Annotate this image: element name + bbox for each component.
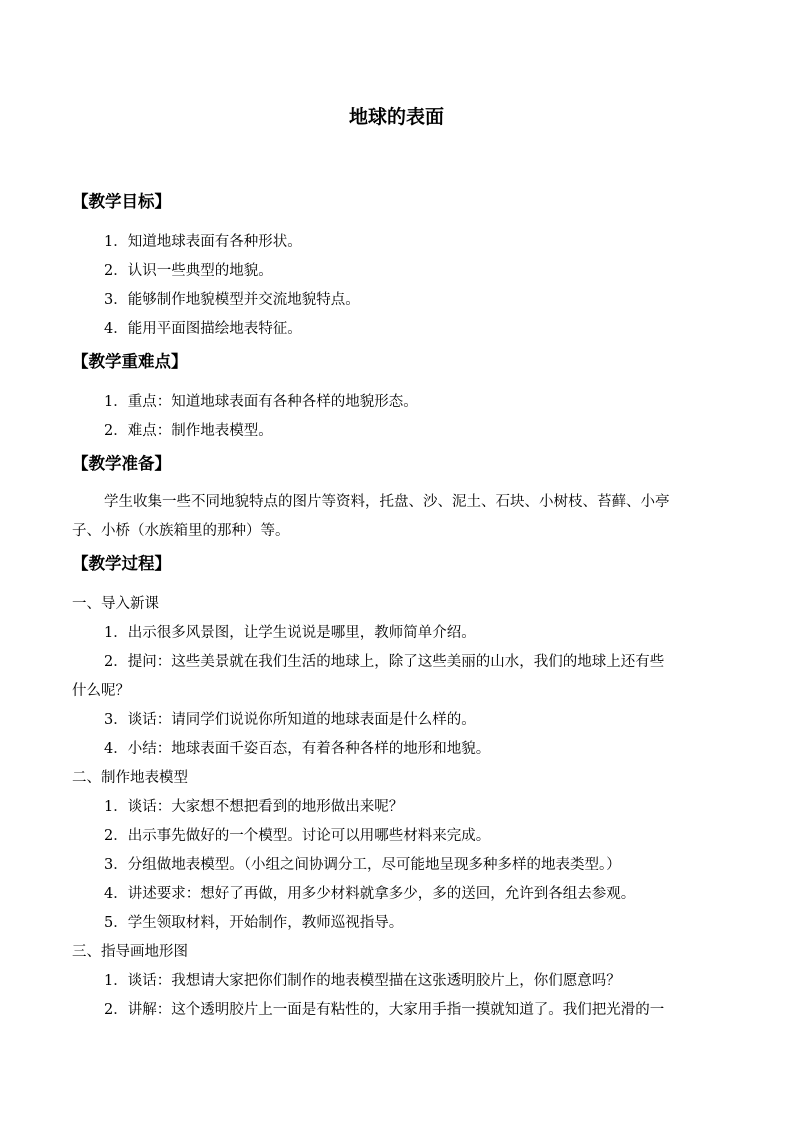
heading-preparation: 【教学准备】 [72,454,171,473]
objective-item: 4．能用平面图描绘地表特征。 [104,321,302,337]
key-point-item: 2．难点：制作地表模型。 [104,423,273,439]
objective-item: 3．能够制作地貌模型并交流地貌特点。 [104,292,360,308]
process-part-title: 三、指导画地形图 [72,944,188,960]
process-item: 1．出示很多风景图，让学生说说是哪里，教师简单介绍。 [104,625,476,641]
process-item: 2．讲解：这个透明胶片上一面是有粘性的，大家用手指一摸就知道了。我们把光滑的一 [104,1002,665,1018]
objective-item: 2．认识一些典型的地貌。 [104,263,273,279]
heading-process: 【教学过程】 [72,554,171,573]
process-part-title: 一、导入新课 [72,596,159,612]
process-part-title: 二、制作地表模型 [72,770,188,786]
process-item: 2．提问：这些美景就在我们生活的地球上，除了这些美丽的山水，我们的地球上还有些 [104,654,665,670]
process-item-continued: 什么呢？ [72,683,130,699]
page-title: 地球的表面 [348,106,444,128]
heading-objectives: 【教学目标】 [72,192,171,211]
key-point-item: 1．重点：知道地球表面有各种各样的地貌形态。 [104,394,418,410]
heading-key-points: 【教学重难点】 [72,352,188,371]
process-item: 4．讲述要求：想好了再做，用多少材料就拿多少，多的送回，允许到各组去参观。 [104,886,636,902]
preparation-line: 子、小桥（水族箱里的那种）等。 [72,523,290,539]
process-item: 3．分组做地表模型。（小组之间协调分工，尽可能地呈现多种多样的地表类型。） [104,857,621,873]
objective-item: 1．知道地球表面有各种形状。 [104,234,302,250]
process-item: 1．谈话：大家想不想把看到的地形做出来呢？ [104,799,404,815]
process-item: 1．谈话：我想请大家把你们制作的地表模型描在这张透明胶片上，你们愿意吗？ [104,973,621,989]
process-item: 3．谈话：请同学们说说你所知道的地球表面是什么样的。 [104,712,476,728]
process-item: 5．学生领取材料，开始制作，教师巡视指导。 [104,915,404,931]
process-item: 2．出示事先做好的一个模型。讨论可以用哪些材料来完成。 [104,828,491,844]
process-item: 4．小结：地球表面千姿百态，有着各种各样的地形和地貌。 [104,741,491,757]
preparation-line: 学生收集一些不同地貌特点的图片等资料，托盘、沙、泥土、石块、小树枝、苔藓、小亭 [104,494,670,510]
